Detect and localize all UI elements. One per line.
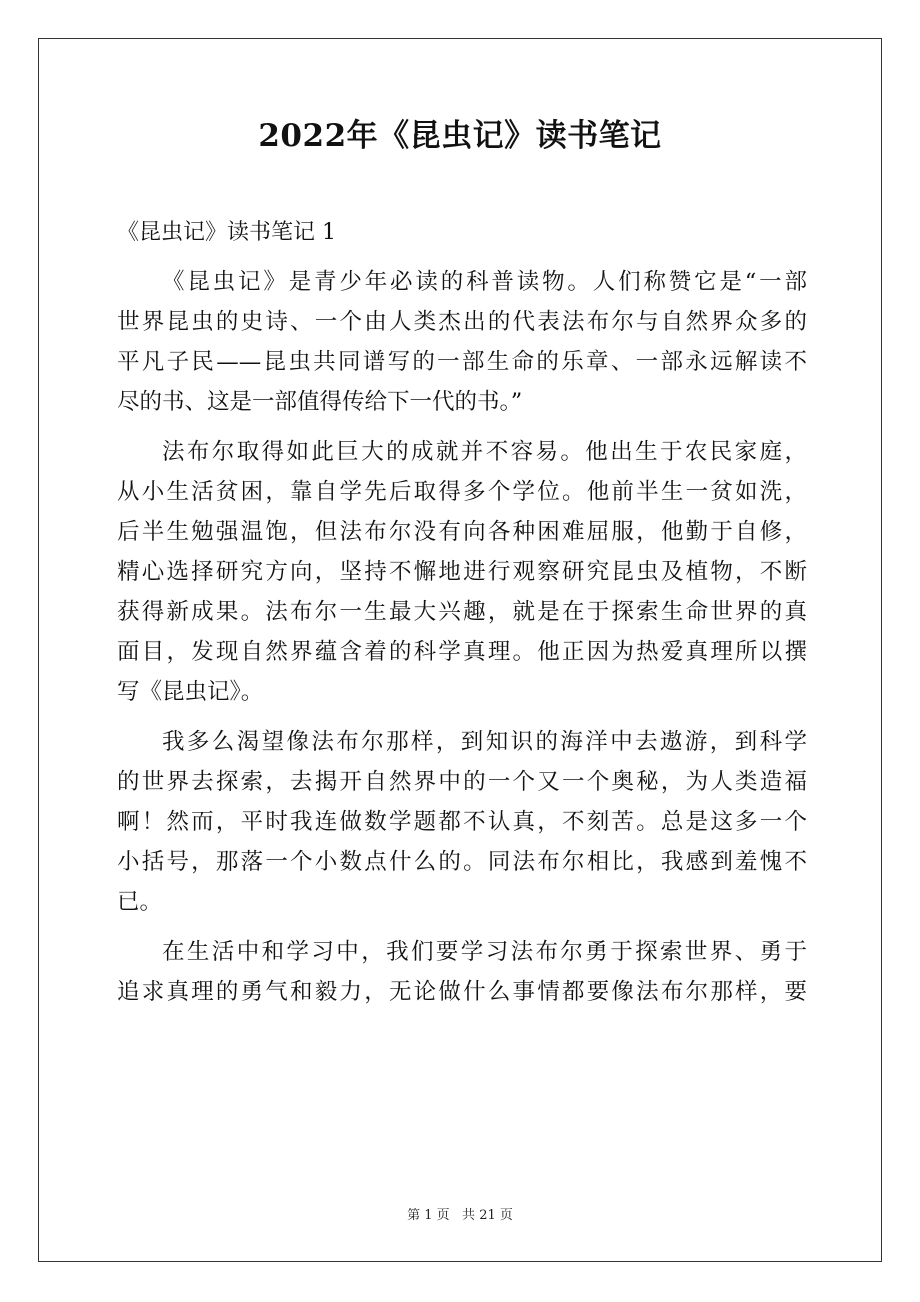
paragraph [117, 722, 807, 922]
paragraph-line: 写《昆虫记》。 [117, 679, 264, 705]
section-heading: 《昆虫记》读书笔记 1 [117, 220, 336, 245]
paragraph-line: 已。 [117, 889, 163, 915]
paragraph-line: 的世界去探索，去揭开自然界中的一个又一个奥秘，为人类造福 [117, 769, 807, 795]
page-number-footer: 第 1 页 共 21 页 [407, 1208, 513, 1223]
paragraph-line: 《昆虫记》是青少年必读的科普读物。人们称赞它是“一部 [162, 269, 807, 295]
paragraph-line: 平凡子民——昆虫共同谱写的一部生命的乐章、一部永远解读不 [117, 349, 807, 375]
paragraph-line: 从小生活贫困，靠自学先后取得多个学位。他前半生一贫如洗， [117, 479, 807, 505]
paragraph-line: 尽的书、这是一部值得传给下一代的书。” [117, 389, 523, 415]
paragraph-line: 我多么渴望像法布尔那样，到知识的海洋中去遨游，到科学 [162, 729, 807, 755]
paragraph-line: 面目，发现自然界蕴含着的科学真理。他正因为热爱真理所以撰 [117, 639, 807, 665]
paragraph-line: 追求真理的勇气和毅力，无论做什么事情都要像法布尔那样，要 [117, 979, 807, 1005]
paragraph-line: 精心选择研究方向，坚持不懈地进行观察研究昆虫及植物，不断 [117, 559, 807, 585]
paragraph-line: 世界昆虫的史诗、一个由人类杰出的代表法布尔与自然界众多的 [117, 309, 807, 335]
paragraph-line: 啊！然而，平时我连做数学题都不认真，不刻苦。总是这多一个 [117, 809, 807, 835]
paragraph [117, 262, 807, 422]
paragraph-line: 在生活中和学习中，我们要学习法布尔勇于探索世界、勇于 [162, 939, 807, 965]
paragraph-line: 小括号，那落一个小数点什么的。同法布尔相比，我感到羞愧不 [117, 849, 807, 875]
paragraph [117, 432, 807, 712]
paragraph-line: 获得新成果。法布尔一生最大兴趣，就是在于探索生命世界的真 [117, 599, 807, 625]
document-body [117, 262, 807, 1022]
paragraph-line: 后半生勉强温饱，但法布尔没有向各种困难屈服，他勤于自修， [117, 519, 807, 545]
paragraph [117, 932, 807, 1012]
paragraph-line: 法布尔取得如此巨大的成就并不容易。他出生于农民家庭， [162, 439, 807, 465]
document-title: 2022年《昆虫记》读书笔记 [258, 118, 662, 154]
